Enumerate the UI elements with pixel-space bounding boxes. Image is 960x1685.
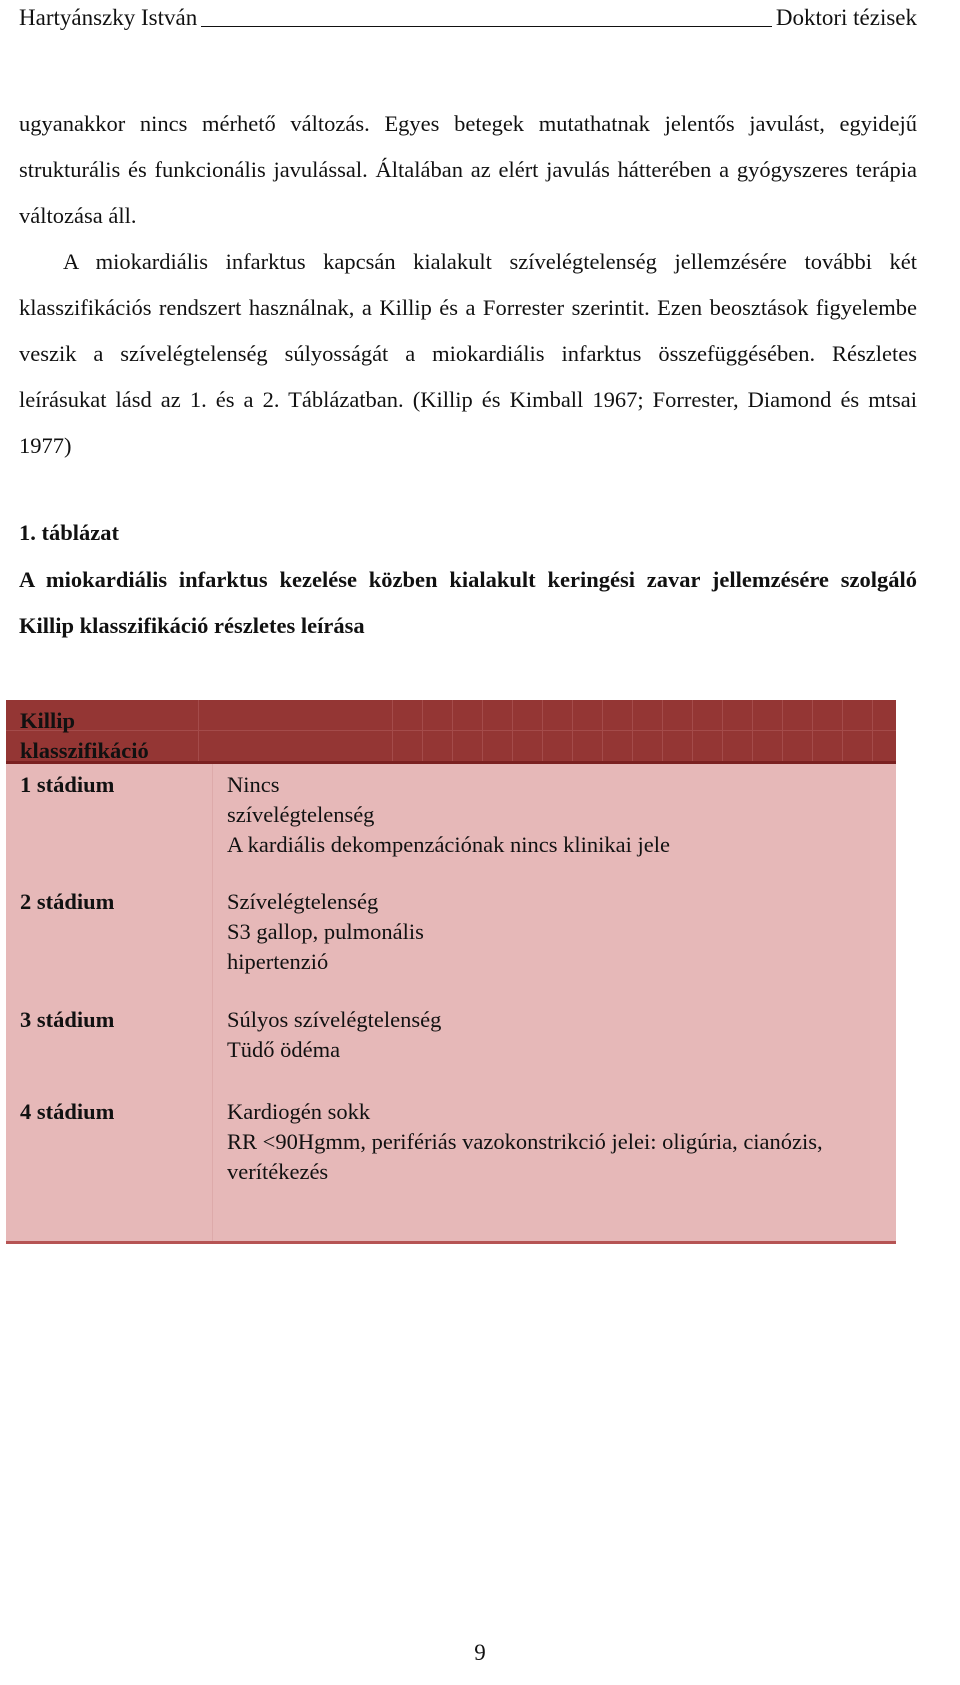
page-number: 9 (474, 1640, 486, 1665)
description-line: hipertenzió (227, 949, 329, 974)
description-line: szívelégtelenség (227, 802, 375, 827)
description-line: Súlyos szívelégtelenség (227, 1007, 442, 1032)
description-line: Nincs (227, 772, 280, 797)
paragraph-classification-intro: A miokardiális infarktus kapcsán kialakult szívelégtelenség jellemzésére további két klasszifikációs rendszert használnak, a Killip és a Forrester szerintit. Ezen beosztások figyelembe veszik a szívelégtelenség súlyosságát a miokardiális infarktus összefüggésében. Részletes leírásukat lásd az 1. és a 2. Táblázatban. (Killip és Kimball 1967; Forrester, Diamond és mtsai 1977) (19, 249, 917, 458)
stage-label-3: 3 stádium (20, 1007, 115, 1032)
header-rule (201, 25, 772, 27)
header-killip-label (20, 706, 149, 766)
running-header (19, 0, 917, 32)
stage-label-4: 4 stádium (20, 1099, 115, 1124)
paragraph-continuation: ugyanakkor nincs mérhető változás. Egyes betegek mutathatnak jelentős javulást, egyidejű strukturális és funkcionális javulással. Általában az elért javulás hátterében a gyógyszeres terápia változása áll. (19, 111, 917, 228)
description-line: Tüdő ödéma (227, 1037, 341, 1062)
header-author: Hartyánszky István (19, 5, 198, 30)
stage-description-3 (227, 1005, 877, 1065)
table-title: A miokardiális infarktus kezelése közben kialakult keringési zavar jellemzésére szolgáló Killip klasszifikáció részletes leírása (19, 567, 917, 638)
stage-description-2 (227, 887, 877, 977)
table-header-row (6, 700, 896, 764)
description-line: Szívelégtelenség (227, 889, 379, 914)
body-grid-line (212, 764, 213, 1241)
killip-table (6, 700, 896, 1244)
stage-description-1 (227, 770, 877, 860)
description-line: verítékezés (227, 1159, 329, 1184)
description-line: S3 gallop, pulmonális (227, 919, 424, 944)
stage-description-4 (227, 1097, 877, 1187)
description-line: A kardiális dekompenzációnak nincs klinikai jele (227, 832, 670, 857)
description-line: RR <90Hgmm, perifériás vazokonstrikció jelei: oligúria, cianózis, (227, 1129, 823, 1154)
stage-label-2: 2 stádium (20, 889, 115, 914)
stage-label-1: 1 stádium (20, 772, 115, 797)
description-line: Kardiogén sokk (227, 1099, 371, 1124)
header-doc-type: Doktori tézisek (775, 5, 917, 30)
header-label-line1: Killip (20, 708, 76, 733)
header-label-line2: klasszifikáció (20, 738, 149, 763)
table-number: 1. táblázat (19, 520, 119, 545)
